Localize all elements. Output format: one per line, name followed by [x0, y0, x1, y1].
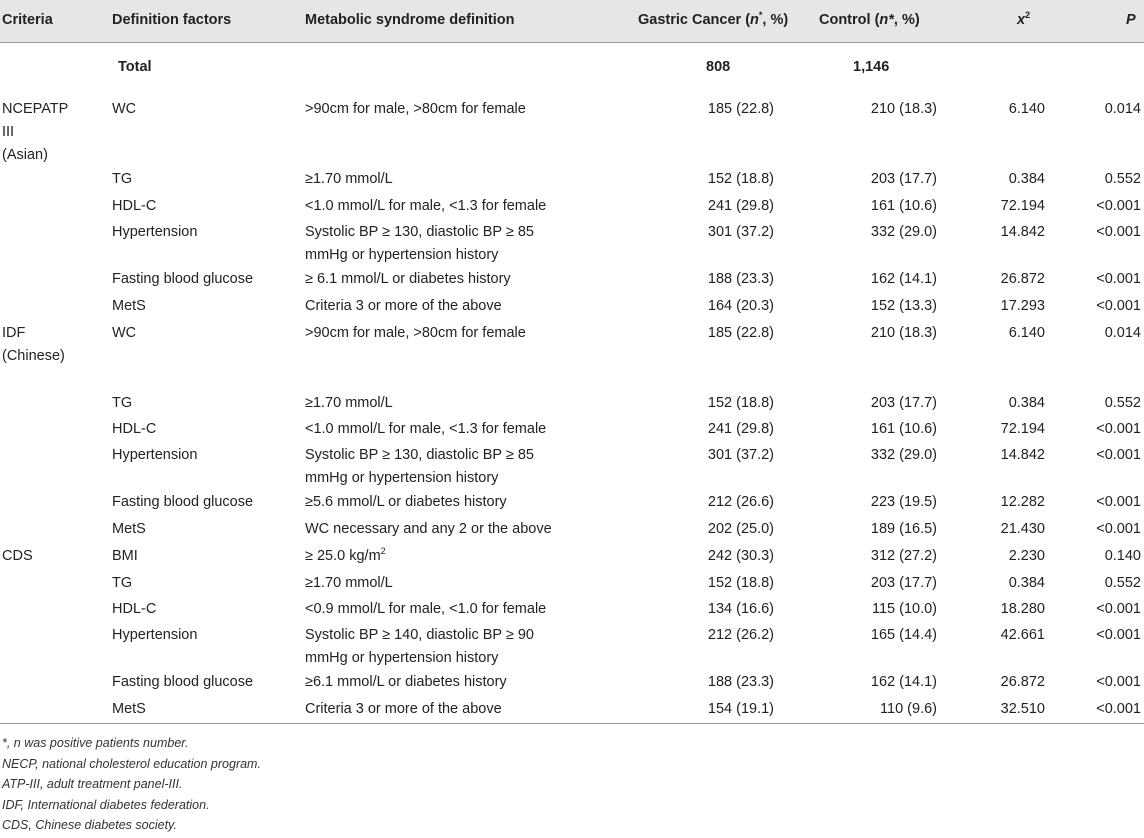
definition-factor: TG [112, 171, 133, 187]
definition-factor: Hypertension [112, 627, 198, 643]
chi-square-value: 14.842 [1000, 447, 1045, 463]
criteria-label: IDF [2, 325, 26, 341]
definition-text-line2: mmHg or hypertension history [305, 247, 499, 263]
p-value: <0.001 [1096, 298, 1141, 314]
chi-square-value: 26.872 [1000, 674, 1045, 690]
p-value: <0.001 [1096, 224, 1141, 240]
gastric-cancer-value: 212 (26.2) [707, 627, 774, 643]
gastric-cancer-value: 154 (19.1) [707, 701, 774, 717]
control-value: 332 (29.0) [870, 447, 937, 463]
definition-text [305, 572, 393, 595]
chi-square-value: 12.282 [1000, 494, 1045, 510]
definition-text [305, 268, 511, 291]
definition-text [305, 295, 502, 318]
chi-square-value: 0.384 [1008, 395, 1045, 411]
criteria-label: CDS [2, 548, 33, 564]
control-value: 312 (27.2) [870, 548, 937, 564]
definition-text-main: <0.9 mmol/L for male, <1.0 for female [305, 601, 547, 617]
chi-square-value: 72.194 [1000, 198, 1045, 214]
definition-text-main: >90cm for male, >80cm for female [305, 101, 526, 117]
gastric-cancer-value: 301 (37.2) [707, 447, 774, 463]
p-value: 0.014 [1104, 101, 1141, 117]
table-header [0, 0, 1144, 43]
chi-square-value: 2.230 [1008, 548, 1045, 564]
definition-text-line2: mmHg or hypertension history [305, 650, 499, 666]
chi-square-value: 18.280 [1000, 601, 1045, 617]
definition-text [305, 671, 507, 694]
criteria-label: (Chinese) [2, 348, 65, 364]
definition-factor: MetS [112, 298, 146, 314]
table-bottom-rule [0, 723, 1144, 724]
chi-square-value: 14.842 [1000, 224, 1045, 240]
definition-text-main: Systolic BP ≥ 130, diastolic BP ≥ 85 [305, 224, 534, 240]
p-value: 0.552 [1104, 575, 1141, 591]
definition-text [305, 598, 546, 621]
p-value: <0.001 [1096, 447, 1141, 463]
gastric-cancer-value: 152 (18.8) [707, 171, 774, 187]
total-control: 1,146 [853, 59, 890, 75]
control-value: 189 (16.5) [870, 521, 937, 537]
p-value: <0.001 [1096, 198, 1141, 214]
gastric-cancer-value: 212 (26.6) [707, 494, 774, 510]
footnote-item: CDS, Chinese diabetes society. [2, 818, 177, 832]
control-value: 223 (19.5) [870, 494, 937, 510]
header-chi-square: $x^2$ [1017, 10, 1031, 28]
gastric-cancer-value: 202 (25.0) [707, 521, 774, 537]
footnote-item: ATP-III, adult treatment panel-III. [2, 777, 183, 791]
definition-text [305, 444, 534, 467]
definition-text-main: Criteria 3 or more of the above [305, 298, 502, 314]
footnote-item: IDF, International diabetes federation. [2, 797, 210, 812]
definition-text-main: Criteria 3 or more of the above [305, 701, 502, 717]
definition-text [305, 418, 546, 441]
footnote-item: NECP, national cholesterol education program. [2, 756, 261, 771]
definition-factor: HDL-C [112, 421, 157, 437]
gastric-cancer-value: 185 (22.8) [707, 101, 774, 117]
control-value: 161 (10.6) [870, 198, 937, 214]
total-label: Total [118, 59, 152, 75]
definition-text [305, 322, 526, 345]
p-value: <0.001 [1096, 601, 1141, 617]
chi-square-value: 0.384 [1008, 171, 1045, 187]
gastric-cancer-value: 134 (16.6) [707, 601, 774, 617]
control-value: 165 (14.4) [870, 627, 937, 643]
header-criteria: Criteria [2, 12, 53, 28]
header-gastric-cancer: Gastric Cancer (n*, %) [638, 10, 789, 28]
definition-text-main: ≥ 25.0 kg/m [305, 548, 381, 564]
chi-square-value: 21.430 [1000, 521, 1045, 537]
definition-text-main: ≥5.6 mmol/L or diabetes history [305, 494, 507, 510]
definition-text [305, 698, 502, 721]
definition-factor: Fasting blood glucose [112, 674, 254, 690]
definition-factor: MetS [112, 701, 146, 717]
definition-text-main: Systolic BP ≥ 130, diastolic BP ≥ 85 [305, 447, 534, 463]
p-value: <0.001 [1096, 421, 1141, 437]
control-value: 115 (10.0) [871, 601, 937, 617]
control-value: 203 (17.7) [870, 575, 937, 591]
gastric-cancer-value: 241 (29.8) [707, 421, 774, 437]
control-value: 210 (18.3) [870, 325, 937, 341]
definition-text [305, 221, 534, 244]
control-value: 203 (17.7) [870, 171, 937, 187]
criteria-label: NCEPATP [2, 101, 69, 117]
p-value: <0.001 [1096, 494, 1141, 510]
definition-factor: TG [112, 395, 133, 411]
control-value: 203 (17.7) [870, 395, 937, 411]
gastric-cancer-value: 301 (37.2) [707, 224, 774, 240]
definition-text-main: ≥1.70 mmol/L [305, 395, 393, 411]
p-value: <0.001 [1096, 521, 1141, 537]
p-value: <0.001 [1096, 701, 1141, 717]
definition-factor: BMI [112, 548, 138, 564]
definition-text-main: Systolic BP ≥ 140, diastolic BP ≥ 90 [305, 627, 534, 643]
definition-factor: WC [112, 325, 137, 341]
definition-text [305, 545, 386, 568]
definition-factor: Hypertension [112, 447, 198, 463]
chi-square-value: 32.510 [1000, 701, 1045, 717]
gastric-cancer-value: 185 (22.8) [707, 325, 774, 341]
control-value: 110 (9.6) [880, 701, 937, 717]
p-value: 0.552 [1104, 395, 1141, 411]
gastric-cancer-value: 241 (29.8) [707, 198, 774, 214]
definition-factor: TG [112, 575, 133, 591]
gastric-cancer-value: 188 (23.3) [707, 271, 774, 287]
p-value: <0.001 [1096, 674, 1141, 690]
definition-factor: Fasting blood glucose [112, 271, 254, 287]
definition-factor: MetS [112, 521, 146, 537]
definition-text [305, 518, 552, 541]
criteria-label: III [2, 124, 15, 140]
control-value: 332 (29.0) [870, 224, 937, 240]
chi-square-value: 0.384 [1008, 575, 1045, 591]
footnotes [2, 733, 261, 836]
chi-square-value: 17.293 [1000, 298, 1045, 314]
control-value: 210 (18.3) [870, 101, 937, 117]
definition-text [305, 168, 393, 191]
definition-text [305, 195, 546, 218]
chi-square-value: 6.140 [1008, 325, 1045, 341]
definition-text-main: ≥1.70 mmol/L [305, 575, 393, 591]
definition-factor: HDL-C [112, 601, 157, 617]
gastric-cancer-value: 152 (18.8) [707, 395, 774, 411]
p-value: 0.140 [1104, 548, 1141, 564]
p-value: <0.001 [1096, 627, 1141, 643]
definition-text-main: WC necessary and any 2 or the above [305, 521, 552, 537]
total-gastric: 808 [706, 59, 731, 75]
definition-text-main: <1.0 mmol/L for male, <1.3 for female [305, 198, 547, 214]
definition-text-main: ≥ 6.1 mmol/L or diabetes history [305, 271, 511, 287]
footnote-item: *, n was positive patients number. [2, 736, 189, 750]
definition-text-main: ≥6.1 mmol/L or diabetes history [305, 674, 507, 690]
header-definition-factors: Definition factors [112, 12, 232, 28]
definition-factor: WC [112, 101, 137, 117]
gastric-cancer-value: 242 (30.3) [707, 548, 774, 564]
chi-square-value: 72.194 [1000, 421, 1045, 437]
chi-square-value: 6.140 [1008, 101, 1045, 117]
p-value: 0.014 [1104, 325, 1141, 341]
gastric-cancer-value: 188 (23.3) [707, 674, 774, 690]
definition-text [305, 624, 534, 647]
control-value: 161 (10.6) [870, 421, 937, 437]
header-p-value: P [1126, 12, 1136, 28]
definition-factor: Hypertension [112, 224, 198, 240]
gastric-cancer-value: 152 (18.8) [707, 575, 774, 591]
definition-factor: Fasting blood glucose [112, 494, 254, 510]
definition-text-main: >90cm for male, >80cm for female [305, 325, 526, 341]
chi-square-value: 42.661 [1000, 627, 1045, 643]
definition-text-main: <1.0 mmol/L for male, <1.3 for female [305, 421, 547, 437]
header-metabolic-definition: Metabolic syndrome definition [305, 12, 515, 28]
p-value: <0.001 [1096, 271, 1141, 287]
gastric-cancer-value: 164 (20.3) [707, 298, 774, 314]
definition-text-line2: mmHg or hypertension history [305, 470, 499, 486]
definition-text [305, 491, 507, 514]
definition-factor: HDL-C [112, 198, 157, 214]
header-control: Control (n*, %) [819, 12, 920, 28]
definition-superscript: 2 [380, 546, 386, 557]
control-value: 152 (13.3) [870, 298, 937, 314]
p-value: 0.552 [1104, 171, 1141, 187]
definition-text [305, 392, 393, 415]
definition-text-main: ≥1.70 mmol/L [305, 171, 393, 187]
chi-square-value: 26.872 [1000, 271, 1045, 287]
definition-text [305, 98, 526, 121]
control-value: 162 (14.1) [870, 674, 937, 690]
criteria-label: (Asian) [2, 147, 48, 163]
control-value: 162 (14.1) [870, 271, 937, 287]
